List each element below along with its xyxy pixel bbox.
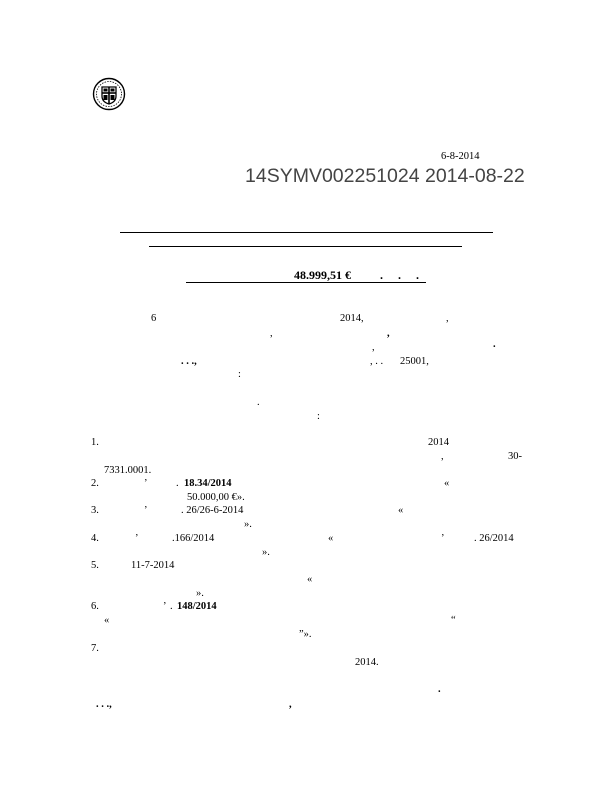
- item-phone-part: 7331.0001.: [104, 465, 152, 476]
- intro-colon: :: [317, 411, 320, 422]
- intro-period: .: [493, 339, 496, 350]
- closing-period: .: [438, 684, 441, 695]
- intro-comma: ,: [387, 328, 390, 339]
- intro-comma: ,: [446, 313, 449, 324]
- title-underline-1: [120, 232, 493, 233]
- intro-colon: :: [238, 369, 241, 380]
- item-open-quote: «: [104, 615, 110, 626]
- item-reference: . 26/26-6-2014: [181, 505, 244, 516]
- item-phone-part: 30-: [508, 451, 522, 462]
- closing-comma: ,: [289, 699, 292, 710]
- item-open-quote: «: [328, 533, 334, 544]
- item-number: 6.: [91, 601, 99, 612]
- intro-comma: ,: [372, 342, 375, 353]
- item-apostrophe: ’: [135, 533, 139, 544]
- item-apostrophe: ’: [144, 505, 148, 516]
- item-apostrophe: ’: [144, 478, 148, 489]
- item-number: 7.: [91, 643, 99, 654]
- item-amount: 50.000,00 €».: [187, 492, 245, 503]
- item-open-quote: «: [398, 505, 404, 516]
- item-number: 3.: [91, 505, 99, 516]
- ada-code: 14SYMV002251024 2014-08-22: [245, 165, 525, 187]
- item-number: 5.: [91, 560, 99, 571]
- item-apostrophe: ’: [441, 533, 445, 544]
- item-close-quote: ”».: [299, 629, 312, 640]
- item-reference: .166/2014: [172, 533, 215, 544]
- intro-comma: ,: [270, 328, 273, 339]
- intro-dots: , . .: [370, 356, 384, 367]
- subject-suffix: . . .: [380, 268, 425, 282]
- item-year: 2014: [428, 437, 449, 448]
- item-reference: . 26/2014: [474, 533, 514, 544]
- item-open-quote: «: [307, 574, 313, 585]
- item-date: 11-7-2014: [131, 560, 175, 571]
- intro-day: 6: [151, 313, 157, 324]
- item-close-quote: ».: [196, 588, 204, 599]
- item-dot: .: [170, 601, 173, 612]
- item-open-quote: «: [444, 478, 450, 489]
- subject-underline: [186, 282, 426, 283]
- item-reference: 148/2014: [177, 601, 217, 612]
- item-close-quote: ».: [244, 519, 252, 530]
- coat-of-arms-emblem: [92, 77, 126, 111]
- item-year: 2014.: [355, 657, 379, 668]
- document-date: 6-8-2014: [441, 151, 480, 162]
- item-number: 1.: [91, 437, 99, 448]
- item-number: 4.: [91, 533, 99, 544]
- item-dot: .: [176, 478, 179, 489]
- subject-amount: 48.999,51 €: [294, 268, 351, 282]
- item-comma: ,: [441, 451, 444, 462]
- item-open-quote: “: [451, 615, 456, 626]
- item-number: 2.: [91, 478, 99, 489]
- item-close-quote: ».: [262, 547, 270, 558]
- intro-period: .: [257, 397, 260, 408]
- closing-initials: . . .,: [96, 699, 112, 710]
- item-reference: 18.34/2014: [184, 478, 232, 489]
- intro-year: 2014,: [340, 313, 364, 324]
- intro-initials: . . .,: [181, 356, 197, 367]
- intro-postcode: 25001,: [400, 356, 429, 367]
- title-underline-2: [149, 246, 462, 247]
- item-apostrophe: ’: [163, 601, 167, 612]
